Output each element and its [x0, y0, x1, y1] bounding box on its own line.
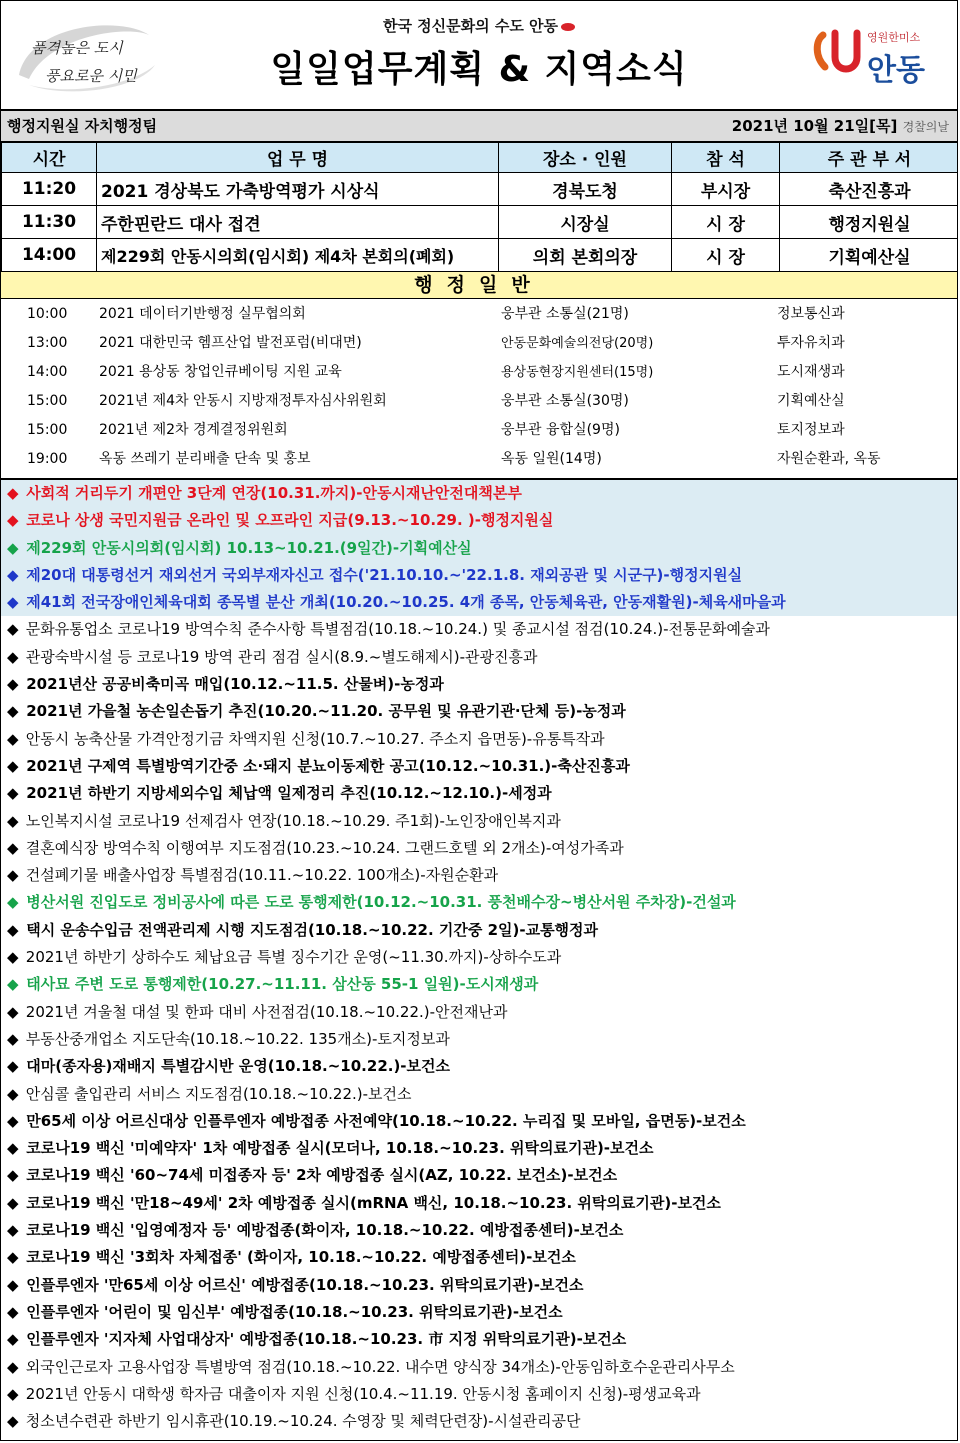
news-text: 2021년 하반기 지방세외수입 체납액 일제정리 추진(10.12.~12.10.)-세정과 — [26, 784, 552, 803]
news-item — [1, 1217, 957, 1244]
news-text: 인플루엔자 '만65세 이상 어르신' 예방접종(10.18.~10.23. 위탁의료기관)-보건소 — [26, 1275, 584, 1294]
news-text: 제229회 안동시의회(임시회) 10.13~10.21.(9일간)-기획예산실 — [26, 538, 472, 557]
diamond-bullet-icon: ◆ — [7, 866, 19, 885]
row-title: 제229회 안동시의회(임시회) 제4차 본회의(폐회) — [97, 239, 499, 272]
item-title: 2021 대한민국 헴프산업 발전포럼(비대면) — [99, 335, 362, 351]
news-text: 2021년 가을철 농손일손돕기 추진(10.20.~11.20. 공무원 및 유관기관·단체 등)-농정과 — [26, 702, 626, 721]
date-text: 2021년 10월 21일[목] — [731, 117, 898, 135]
news-text: 병산서원 진입도로 정비공사에 따른 도로 통행제한(10.12.~10.31. 풍천배수장~병산서원 주차장)-건설과 — [26, 893, 736, 912]
news-item — [1, 1408, 957, 1435]
row-dept: 축산진흥과 — [780, 173, 959, 206]
news-text: 청소년수련관 하반기 임시휴관(10.19.~10.24. 수영장 및 체력단련장)-시설관리공단 — [25, 1412, 581, 1431]
news-item — [1, 726, 957, 753]
col-attend: 참 석 — [672, 143, 780, 173]
item-place: 웅부관 소통실(21명) — [501, 306, 629, 322]
news-text: 사회적 거리두기 개편안 3단계 연장(10.31.까지)-안동시재난안전대책본부 — [26, 484, 522, 502]
item-time: 19:00 — [27, 451, 68, 467]
diamond-bullet-icon: ◆ — [7, 756, 19, 775]
diamond-bullet-icon: ◆ — [7, 702, 19, 721]
news-text: 건설폐기물 배출사업장 특별점검(10.11.~10.22. 100개소)-자원순환과 — [25, 866, 499, 885]
table-row — [2, 206, 959, 239]
list-item — [1, 329, 957, 358]
news-text: 만65세 이상 어르신대상 인플루엔자 예방접종 사전예약(10.18.~10.22. 누리집 및 모바일, 읍면동)-보건소 — [26, 1111, 746, 1130]
news-item — [1, 1135, 957, 1162]
item-place: 웅부관 소통실(30명) — [501, 393, 629, 409]
news-item — [1, 1326, 957, 1353]
list-item — [1, 416, 957, 445]
news-item — [1, 1026, 957, 1053]
item-dept: 정보통신과 — [777, 306, 845, 322]
col-title: 업 무 명 — [97, 143, 499, 173]
subtitle-text: 한국 정신문화의 수도 안동 — [382, 17, 559, 35]
news-text: 인플루엔자 '지자체 사업대상자' 예방접종(10.18.~10.23. 市 지정 위탁의료기관)-보건소 — [26, 1330, 627, 1349]
news-item — [1, 1272, 957, 1299]
diamond-bullet-icon: ◆ — [7, 1275, 19, 1294]
header — [1, 1, 957, 111]
diamond-bullet-icon: ◆ — [7, 675, 19, 694]
diamond-bullet-icon: ◆ — [7, 484, 19, 502]
table-row — [2, 239, 959, 272]
item-place: 안동문화예술의전당(20명) — [501, 336, 654, 351]
row-time: 14:00 — [2, 239, 97, 272]
item-time: 13:00 — [27, 335, 68, 351]
item-time: 14:00 — [27, 364, 68, 380]
list-item — [1, 387, 957, 416]
diamond-bullet-icon: ◆ — [7, 893, 19, 912]
news-item — [1, 1190, 957, 1217]
andong-smile-icon — [813, 27, 863, 83]
news-item — [1, 1381, 957, 1408]
row-place: 시장실 — [499, 206, 672, 239]
news-item — [1, 616, 957, 643]
row-title: 주한핀란드 대사 접견 — [97, 206, 499, 239]
news-text: 코로나19 백신 '미예약자' 1차 예방접종 실시(모더나, 10.18.~10.23. 위탁의료기관)-보건소 — [26, 1139, 654, 1158]
item-dept: 도시재생과 — [777, 364, 845, 380]
team-name: 행정지원실 자치행정팀 — [7, 117, 158, 135]
diamond-bullet-icon: ◆ — [7, 593, 19, 612]
news-text: 인플루엔자 '어린이 및 임신부' 예방접종(10.18.~10.23. 위탁의료기관)-보건소 — [26, 1302, 563, 1321]
news-text: 안심콜 출입관리 서비스 지도점검(10.18.~10.22.)-보건소 — [25, 1084, 412, 1103]
page-title: 일일업무계획 & 지역소식 — [270, 49, 688, 90]
news-item — [1, 1081, 957, 1108]
news-item — [1, 644, 957, 671]
list-item — [1, 445, 957, 474]
news-item — [1, 1299, 957, 1326]
diamond-bullet-icon: ◆ — [7, 784, 19, 803]
news-item — [1, 507, 957, 534]
item-dept: 토지정보과 — [777, 422, 845, 438]
news-item — [1, 1354, 957, 1381]
news-item — [1, 1244, 957, 1271]
news-text: 대마(종자용)재배지 특별감시반 운영(10.18.~10.22.)-보건소 — [26, 1057, 451, 1076]
item-title: 2021 데이터기반행정 실무협의회 — [99, 306, 306, 322]
news-text: 태사묘 주변 도로 통행제한(10.27.~11.11. 삼산동 55-1 일원)-도시재생과 — [26, 975, 539, 994]
news-text: 2021년 하반기 상하수도 체납요금 특별 징수기간 운영(~11.30.까지)-상하수도과 — [25, 948, 562, 967]
diamond-bullet-icon: ◆ — [7, 1357, 19, 1376]
news-text: 제20대 대통령선거 재외선거 국외부재자신고 접수('21.10.10.~'22.1.8. 재외공관 및 시군구)-행정지원실 — [26, 565, 743, 584]
news-item — [1, 944, 957, 971]
news-text: 코로나19 백신 '입영예정자 등' 예방접종(화이자, 10.18.~10.22. 예방접종센터)-보건소 — [26, 1221, 624, 1240]
diamond-bullet-icon: ◆ — [7, 1302, 19, 1321]
item-place: 웅부관 융합실(9명) — [501, 422, 620, 438]
news-item — [1, 589, 957, 616]
news-item — [1, 1053, 957, 1080]
diamond-bullet-icon: ◆ — [7, 1248, 19, 1267]
logo-tagline: 영원한미소 — [867, 31, 921, 44]
news-item — [1, 480, 957, 507]
schedule-header-row — [2, 143, 959, 173]
diamond-bullet-icon: ◆ — [7, 1221, 19, 1240]
row-place: 의회 본회의장 — [499, 239, 672, 272]
news-item — [1, 562, 957, 589]
diamond-bullet-icon: ◆ — [7, 1057, 19, 1076]
news-item — [1, 698, 957, 725]
news-item — [1, 999, 957, 1026]
item-dept: 자원순환과, 옥동 — [777, 451, 881, 467]
item-dept: 투자유치과 — [777, 335, 845, 351]
news-item — [1, 1162, 957, 1189]
diamond-bullet-icon: ◆ — [7, 1330, 19, 1349]
andong-logo — [813, 23, 943, 87]
diamond-bullet-icon: ◆ — [7, 729, 19, 748]
diamond-bullet-icon: ◆ — [7, 1139, 19, 1158]
news-text: 택시 운송수입금 전액관리제 시행 지도점검(10.18.~10.22. 기간중 2일)-교통행정과 — [26, 920, 599, 939]
diamond-bullet-icon: ◆ — [7, 1084, 19, 1103]
col-time: 시간 — [2, 143, 97, 173]
diamond-bullet-icon: ◆ — [7, 838, 19, 857]
news-text: 2021년 겨울철 대설 및 한파 대비 사전점검(10.18.~10.22.)-안전재난과 — [25, 1002, 508, 1021]
slogan-line1: 품격높은 도시 — [31, 39, 123, 57]
col-place: 장소 · 인원 — [499, 143, 672, 173]
item-title: 2021년 제2차 경계결정위원회 — [99, 422, 288, 438]
smile-mark-icon — [561, 23, 575, 31]
row-time: 11:30 — [2, 206, 97, 239]
news-text: 2021년산 공공비축미곡 매입(10.12.~11.5. 산물벼)-농정과 — [26, 675, 444, 694]
news-text: 코로나19 백신 '만18~49세' 2차 예방접종 실시(mRNA 백신, 10.18.~10.23. 위탁의료기관)-보건소 — [26, 1193, 721, 1212]
news-item — [1, 780, 957, 807]
item-time: 15:00 — [27, 393, 68, 409]
item-dept: 기획예산실 — [777, 393, 845, 409]
diamond-bullet-icon: ◆ — [7, 1029, 19, 1048]
row-attend: 부시장 — [672, 173, 780, 206]
news-text: 코로나19 백신 '60~74세 미접종자 등' 2차 예방접종 실시(AZ, 10.22. 보건소)-보건소 — [26, 1166, 618, 1185]
news-text: 관광숙박시설 등 코로나19 방역 관리 점검 실시(8.9.~별도해제시)-관광진흥과 — [25, 647, 538, 666]
news-text: 결혼예식장 방역수칙 이행여부 지도점검(10.23.~10.24. 그랜드호텔 외 2개소)-여성가족과 — [25, 838, 624, 857]
diamond-bullet-icon: ◆ — [7, 1166, 19, 1185]
news-item — [1, 535, 957, 562]
mayor-schedule-table — [1, 142, 958, 272]
diamond-bullet-icon: ◆ — [7, 511, 19, 530]
general-admin-list — [1, 299, 957, 480]
diamond-bullet-icon: ◆ — [7, 620, 19, 639]
list-item — [1, 358, 957, 387]
item-place: 용상동현장지원센터(15명) — [501, 365, 654, 380]
row-dept: 기획예산실 — [780, 239, 959, 272]
row-attend: 시 장 — [672, 206, 780, 239]
news-text: 부동산중개업소 지도단속(10.18.~10.22. 135개소)-토지정보과 — [25, 1029, 450, 1048]
row-place: 경북도청 — [499, 173, 672, 206]
news-text: 노인복지시설 코로나19 선제검사 연장(10.18.~10.29. 주1회)-노인장애인복지과 — [25, 811, 561, 830]
news-item — [1, 753, 957, 780]
news-text: 코로나19 백신 '3회차 자체접종' (화이자, 10.18.~10.22. 예방접종센터)-보건소 — [26, 1248, 576, 1267]
dept-date-bar — [1, 111, 957, 142]
diamond-bullet-icon: ◆ — [7, 1412, 19, 1431]
news-text: 2021년 안동시 대학생 학자금 대출이자 지원 신청(10.4.~11.19. 안동시청 홈페이지 신청)-평생교육과 — [25, 1384, 701, 1403]
item-time: 15:00 — [27, 422, 68, 438]
news-item — [1, 835, 957, 862]
diamond-bullet-icon: ◆ — [7, 975, 19, 994]
news-text: 안동시 농축산물 가격안정기금 차액지원 신청(10.7.~10.27. 주소지 읍면동)-유통특작과 — [25, 729, 605, 748]
col-dept: 주 관 부 서 — [780, 143, 959, 173]
item-time: 10:00 — [27, 306, 68, 322]
row-dept: 행정지원실 — [780, 206, 959, 239]
list-item — [1, 300, 957, 329]
date-note: 경찰의날 — [902, 120, 949, 134]
diamond-bullet-icon: ◆ — [7, 647, 19, 666]
diamond-bullet-icon: ◆ — [7, 948, 19, 967]
news-item — [1, 862, 957, 889]
diamond-bullet-icon: ◆ — [7, 1384, 19, 1403]
date-info — [732, 111, 949, 142]
news-item — [1, 889, 957, 916]
slogan-line2: 풍요로운 시민 — [45, 67, 137, 85]
item-title: 옥동 쓰레기 분리배출 단속 및 홍보 — [99, 451, 311, 467]
row-time: 11:20 — [2, 173, 97, 206]
news-text: 문화유통업소 코로나19 방역수칙 준수사항 특별점검(10.18.~10.24.) 및 종교시설 점검(10.24.)-전통문화예술과 — [25, 620, 770, 639]
diamond-bullet-icon: ◆ — [7, 920, 19, 939]
row-title: 2021 경상북도 가축방역평가 시상식 — [97, 173, 499, 206]
diamond-bullet-icon: ◆ — [7, 1193, 19, 1212]
news-text: 외국인근로자 고용사업장 특별방역 점검(10.18.~10.22. 내수면 양식장 34개소)-안동임하호수운관리사무소 — [25, 1357, 735, 1376]
news-item — [1, 808, 957, 835]
table-row — [2, 173, 959, 206]
row-attend: 시 장 — [672, 239, 780, 272]
news-item — [1, 1108, 957, 1135]
news-text: 2021년 구제역 특별방역기간중 소·돼지 분뇨이동제한 공고(10.12.~10.31.)-축산진흥과 — [26, 756, 630, 775]
news-item — [1, 917, 957, 944]
news-text: 제41회 전국장애인체육대회 종목별 분산 개최(10.20.~10.25. 4개 종목, 안동체육관, 안동재활원)-체육새마을과 — [26, 593, 786, 612]
item-title: 2021년 제4차 안동시 지방재정투자심사위원회 — [99, 393, 387, 409]
item-title: 2021 용상동 창업인큐베이팅 지원 교육 — [99, 364, 342, 380]
news-item — [1, 671, 957, 698]
logo-name: 안동 — [867, 53, 925, 88]
diamond-bullet-icon: ◆ — [7, 1002, 19, 1021]
diamond-bullet-icon: ◆ — [7, 565, 19, 584]
news-text: 코로나 상생 국민지원금 온라인 및 오프라인 지급(9.13.~10.29. )-행정지원실 — [26, 511, 554, 530]
news-item — [1, 971, 957, 998]
diamond-bullet-icon: ◆ — [7, 1111, 19, 1130]
diamond-bullet-icon: ◆ — [7, 811, 19, 830]
item-place: 옥동 일원(14명) — [501, 451, 602, 467]
general-admin-heading: 행정일반 — [1, 272, 957, 299]
regional-news-list — [1, 480, 957, 1435]
diamond-bullet-icon: ◆ — [7, 538, 19, 557]
